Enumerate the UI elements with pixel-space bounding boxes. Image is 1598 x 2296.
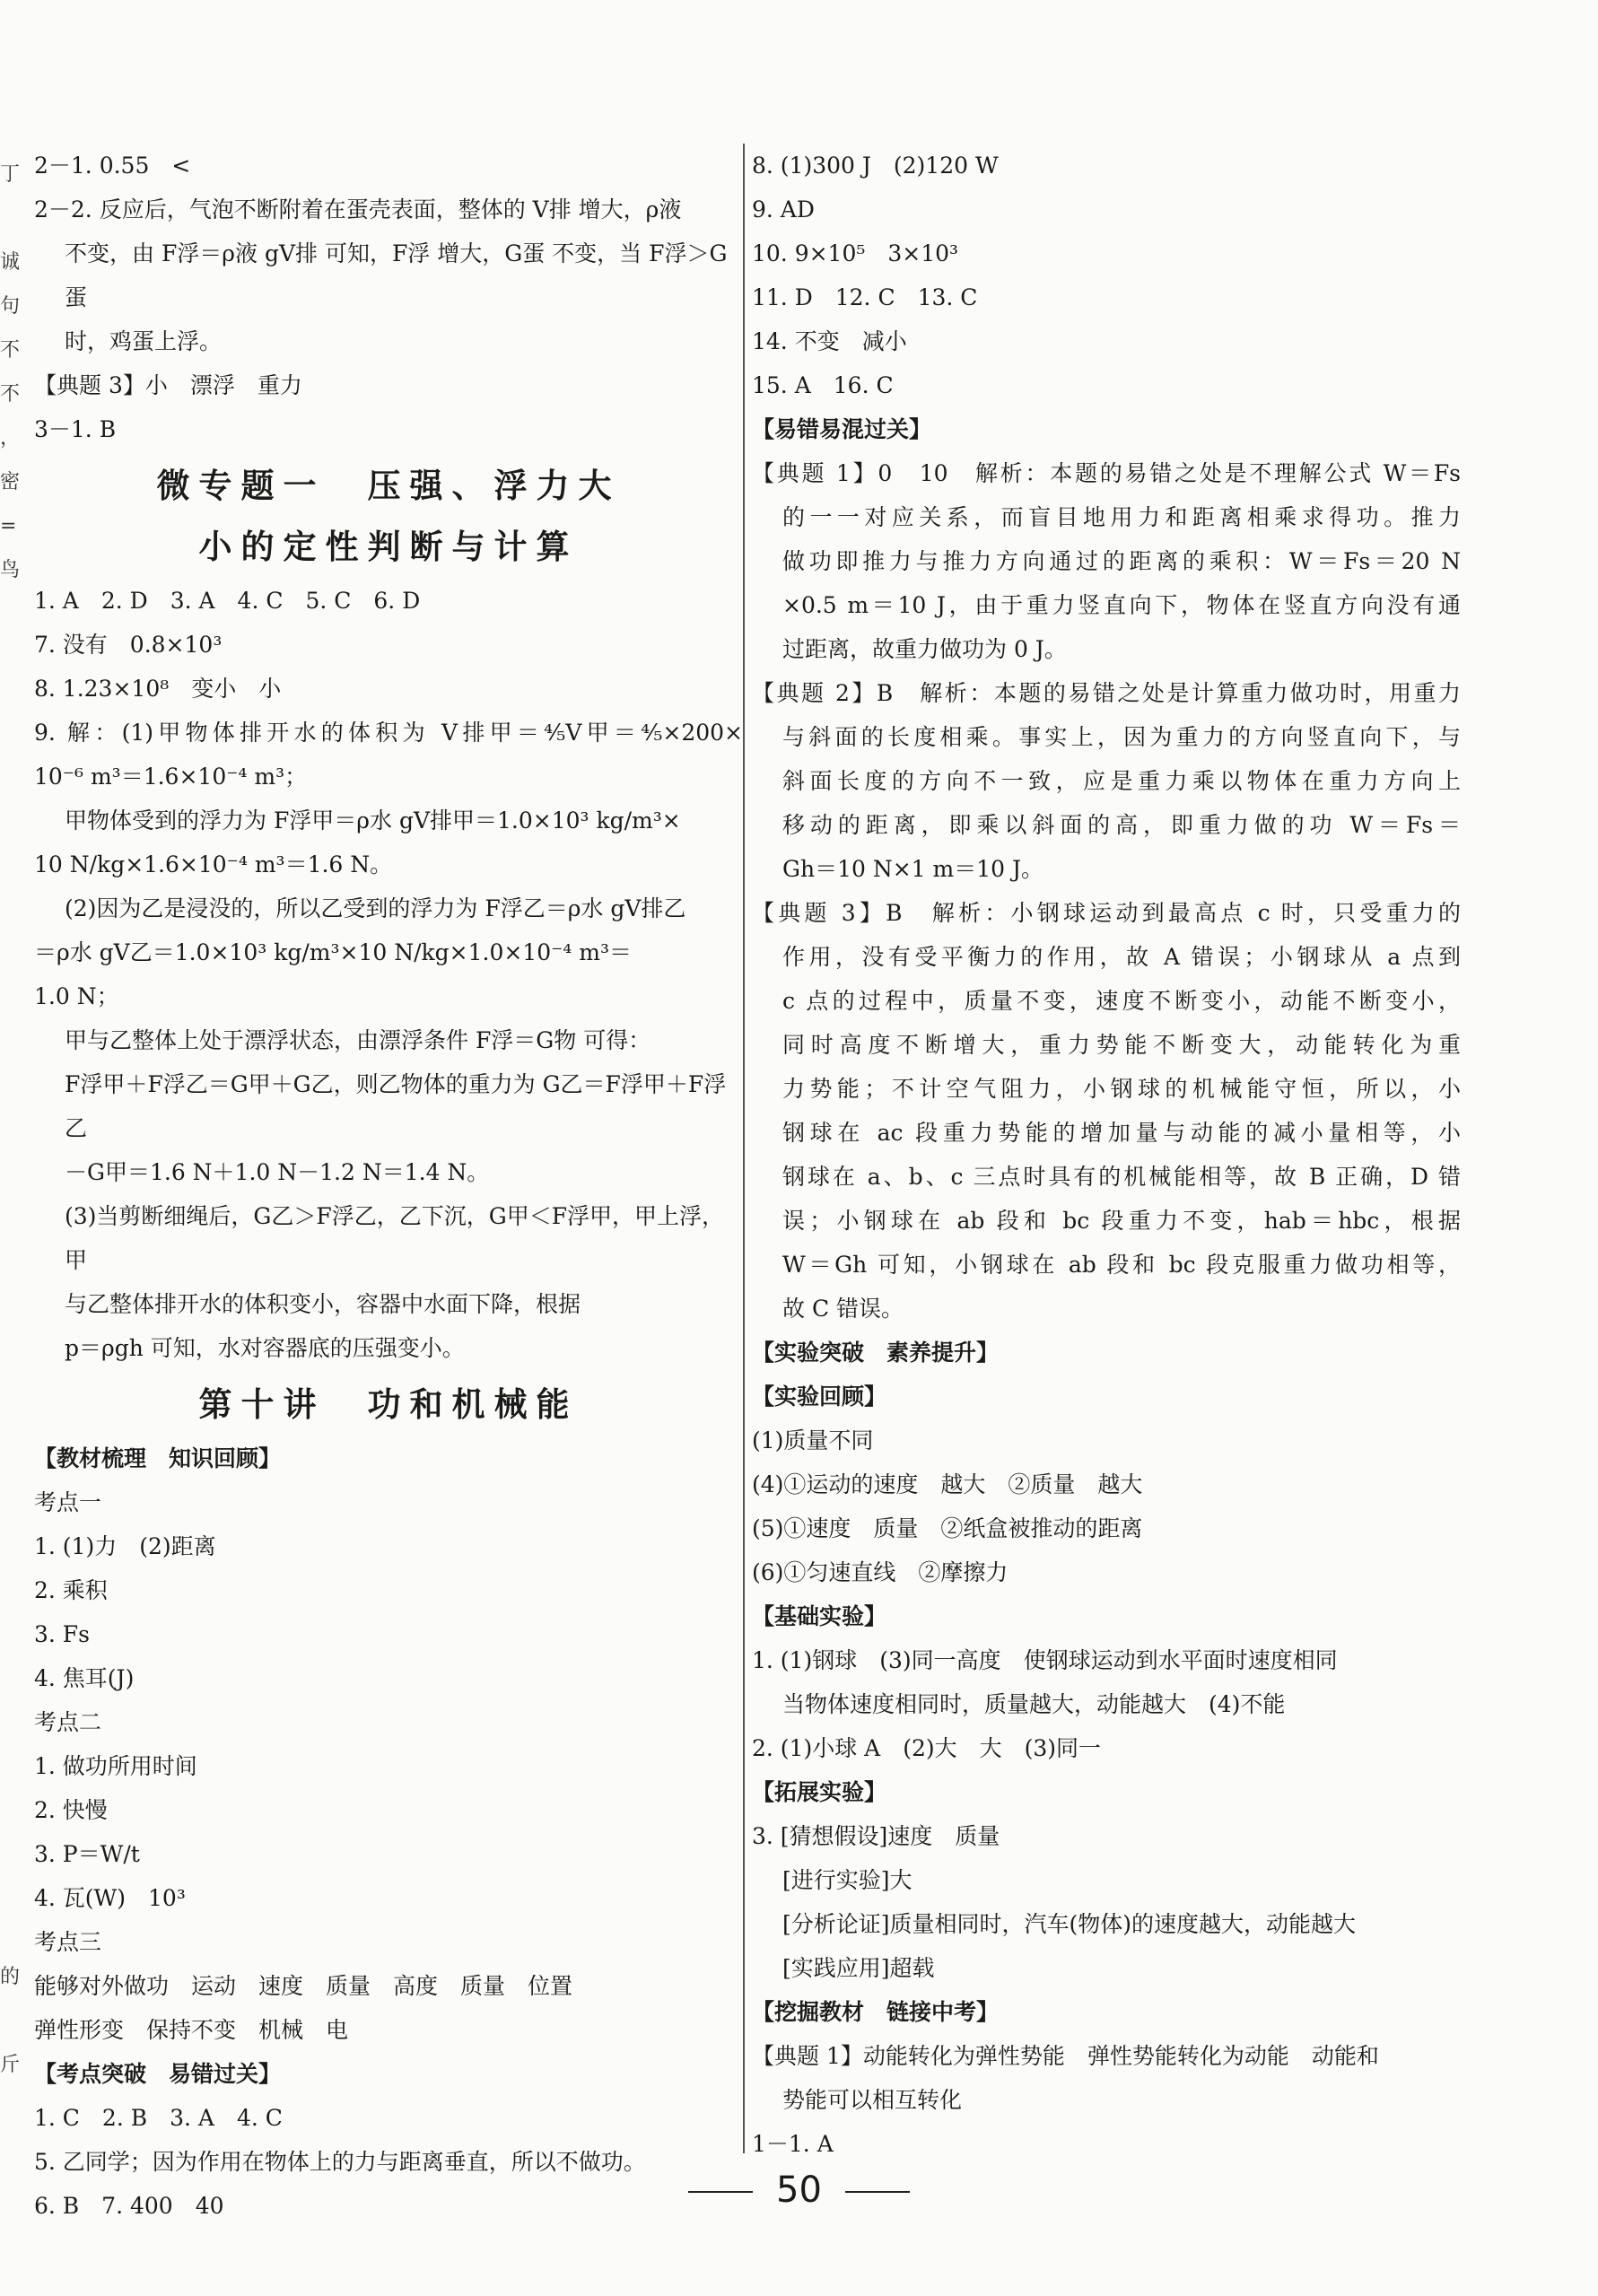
edge-char: 句: [0, 295, 21, 318]
edge-char: [0, 1296, 20, 1340]
left-line: 1. 做功所用时间: [34, 1753, 197, 1779]
right-line: [进行实验]大: [782, 1867, 913, 1893]
left-line: 4. 焦耳(J): [34, 1665, 135, 1691]
edge-char: [0, 1340, 20, 1384]
right-line: 3. [猜想假设]速度 质量: [752, 1823, 1000, 1849]
edge-char: 丁: [0, 163, 21, 186]
right-line: W＝Gh 可知，小钢球在 ab 段和 bc 段克服重力做功相等，: [782, 1252, 1461, 1278]
right-line: 【基础实验】: [752, 1603, 887, 1629]
left-line: 3－1. B: [34, 416, 117, 442]
left-line: (3)当剪断细绳后，G乙＞F浮乙，乙下沉，G甲＜F浮甲，甲上浮，甲: [65, 1203, 725, 1273]
left-column: [34, 144, 743, 2228]
right-line: 【典题 3】B 解析：小钢球运动到最高点 c 时，只受重力的: [752, 900, 1461, 926]
left-line: (2)因为乙是浸没的，所以乙受到的浮力为 F浮乙＝ρ水 gV排乙: [65, 895, 686, 921]
left-line: 2－2. 反应后，气泡不断附着在蛋壳表面，整体的 V排 增大，ρ液: [34, 196, 682, 223]
right-line: 与斜面的长度相乘。事实上，因为重力的方向竖直向下，与: [782, 724, 1461, 750]
edge-char: 诚: [0, 251, 21, 274]
left-line: －G甲＝1.6 N＋1.0 N－1.2 N＝1.4 N。: [65, 1159, 490, 1185]
left-line: 7. 没有 0.8×10³: [34, 632, 223, 658]
edge-char: [0, 768, 20, 812]
edge-char: [0, 900, 20, 944]
right-line: [实践应用]超载: [782, 1955, 935, 1981]
left-line: 弹性形变 保持不变 机械 电: [34, 2017, 349, 2043]
edge-char: 不: [0, 339, 21, 362]
left-line: 3. Fs: [34, 1621, 90, 1647]
edge-char: [0, 1384, 20, 1427]
edge-char: [0, 1779, 20, 1823]
footer-rule-left: [688, 2191, 753, 2193]
edge-char: [0, 1515, 20, 1559]
right-line: 【典题 1】动能转化为弹性势能 弹性势能转化为动能 动能和: [752, 2043, 1379, 2069]
left-line: 【教材梳理 知识回顾】: [34, 1445, 282, 1471]
edge-char: [0, 1208, 20, 1252]
edge-char: [0, 988, 20, 1032]
edge-char: [0, 1823, 20, 1867]
edge-char: 不: [0, 383, 21, 406]
right-line: ×0.5 m＝10 J，由于重力竖直向下，物体在竖直方向没有通: [782, 592, 1461, 618]
right-line: 1－1. A: [752, 2131, 834, 2157]
edge-char: [0, 1252, 20, 1296]
edge-char: [0, 1647, 20, 1691]
edge-char: 鸟: [0, 559, 21, 581]
right-line: 【易错易混过关】: [752, 416, 932, 442]
right-line: 做功即推力与推力方向通过的距离的乘积：W＝Fs＝20 N: [782, 548, 1461, 574]
right-line: 故 C 错误。: [782, 1296, 904, 1322]
left-line: 不变，由 F浮＝ρ液 gV排 可知，F浮 增大，G蛋 不变，当 F浮＞G蛋: [65, 240, 728, 310]
page-footer: [0, 2169, 1598, 2211]
right-line: 【实验回顾】: [752, 1384, 887, 1410]
right-line: 过距离，故重力做功为 0 J。: [782, 636, 1067, 662]
left-line: 考点二: [34, 1709, 102, 1735]
right-line: 8. (1)300 J (2)120 W: [752, 153, 999, 179]
left-line: 【典题 3】小 漂浮 重力: [34, 372, 302, 398]
right-line: (5)①速度 质量 ②纸盒被推动的距离: [752, 1515, 1143, 1541]
right-line: 力势能；不计空气阻力，小钢球的机械能守恒，所以，小: [782, 1076, 1461, 1102]
right-line: 【拓展实验】: [752, 1779, 887, 1805]
right-line: (4)①运动的速度 越大 ②质量 越大: [752, 1471, 1143, 1497]
left-line: 第十讲 功和机械能: [198, 1384, 579, 1424]
edge-char: [0, 1911, 20, 1955]
right-line: 误；小钢球在 ab 段和 bc 段重力不变，hab＝hbc，根据: [782, 1208, 1461, 1234]
right-line: 1. (1)钢球 (3)同一高度 使钢球运动到水平面时速度相同: [752, 1647, 1338, 1673]
left-line: 4. 瓦(W) 10³: [34, 1885, 186, 1911]
column-divider: [743, 144, 745, 2153]
right-line: 斜面长度的方向不一致，应是重力乘以物体在重力方向上: [782, 768, 1461, 794]
edge-char: [0, 196, 20, 240]
edge-char: [0, 1120, 20, 1164]
edge-char: [0, 1164, 20, 1208]
right-line: 势能可以相互转化: [782, 2087, 963, 2113]
left-line: 1. C 2. B 3. A 4. C: [34, 2105, 283, 2131]
right-line: 当物体速度相同时，质量越大，动能越大 (4)不能: [782, 1691, 1286, 1717]
right-line: (1)质量不同: [752, 1427, 874, 1454]
edge-char: [0, 724, 20, 768]
right-line: 【实验突破 素养提升】: [752, 1340, 1000, 1366]
edge-char: [0, 944, 20, 988]
right-line: 15. A 16. C: [752, 372, 894, 398]
page-number: 50: [776, 2169, 822, 2211]
left-line: 考点三: [34, 1929, 102, 1955]
right-line: 【典题 2】B 解析：本题的易错之处是计算重力做功时，用重力: [752, 680, 1461, 706]
left-line: 微专题一 压强、浮力大: [156, 466, 621, 505]
right-line: 【挖掘教材 链接中考】: [752, 1999, 1000, 2025]
left-line: 8. 1.23×10⁸ 变小 小: [34, 676, 282, 702]
right-line: 10. 9×10⁵ 3×10³: [752, 240, 959, 266]
left-line: 3. P＝W/t: [34, 1841, 140, 1867]
right-line: 11. D 12. C 13. C: [752, 284, 978, 310]
edge-char: [0, 1076, 20, 1120]
right-line: 同时高度不断增大，重力势能不断变大，动能转化为重: [782, 1032, 1461, 1058]
right-line: Gh＝10 N×1 m＝10 J。: [782, 856, 1044, 882]
left-line: 10 N/kg×1.6×10⁻⁴ m³＝1.6 N。: [34, 851, 393, 877]
edge-char: [0, 636, 20, 680]
left-line: 1. (1)力 (2)距离: [34, 1533, 216, 1559]
left-line: 6. B 7. 400 40: [34, 2193, 224, 2219]
left-line: F浮甲＋F浮乙＝G甲＋G乙，则乙物体的重力为 G乙＝F浮甲＋F浮乙: [65, 1071, 727, 1141]
right-line: 【典题 1】0 10 解析：本题的易错之处是不理解公式 W＝Fs: [752, 460, 1461, 486]
left-line: 9. 解：(1)甲物体排开水的体积为 V排甲＝⁴⁄₅V甲＝⁴⁄₅×200×: [34, 720, 743, 746]
edge-char: [0, 680, 20, 724]
right-line: c 点的过程中，质量不变，速度不断变小，动能不断变小，: [782, 988, 1461, 1014]
edge-char: [0, 1999, 20, 2043]
edge-char: =: [0, 515, 17, 537]
left-line: 2. 乘积: [34, 1577, 108, 1603]
left-line: 考点一: [34, 1489, 102, 1515]
edge-char: [0, 1471, 20, 1515]
right-line: 移动的距离，即乘以斜面的高，即重力做的功 W＝Fs＝: [782, 812, 1461, 838]
right-line: 9. AD: [752, 196, 815, 223]
left-line: 【考点突破 易错过关】: [34, 2061, 282, 2087]
left-edge-cropped-text: [0, 153, 20, 2087]
right-line: 钢球在 ac 段重力势能的增加量与动能的减小量相等，小: [782, 1120, 1461, 1146]
right-line: (6)①匀速直线 ②摩擦力: [752, 1559, 1009, 1585]
left-line: 时，鸡蛋上浮。: [65, 328, 223, 354]
right-column: [752, 144, 1461, 2166]
edge-char: [0, 1427, 20, 1471]
left-line: 5. 乙同学；因为作用在物体上的力与距离垂直，所以不做功。: [34, 2149, 646, 2175]
edge-char: ，: [0, 427, 21, 450]
right-line: [分析论证]质量相同时，汽车(物体)的速度越大，动能越大: [782, 1911, 1357, 1937]
right-line: 2. (1)小球 A (2)大 大 (3)同一: [752, 1735, 1102, 1761]
edge-char: [0, 1032, 20, 1076]
left-line: 甲物体受到的浮力为 F浮甲＝ρ水 gV排甲＝1.0×10³ kg/m³×: [65, 808, 681, 834]
left-line: 1. A 2. D 3. A 4. C 5. C 6. D: [34, 588, 421, 614]
edge-char: [0, 812, 20, 856]
edge-char: [0, 1603, 20, 1647]
left-line: p＝ρgh 可知，水对容器底的压强变小。: [65, 1335, 465, 1361]
right-line: 14. 不变 减小: [752, 328, 907, 354]
left-line: 2. 快慢: [34, 1797, 108, 1823]
edge-char: 斤: [0, 2054, 21, 2076]
left-line: 10⁻⁶ m³＝1.6×10⁻⁴ m³；: [34, 764, 308, 790]
edge-char: [0, 1559, 20, 1603]
left-line: 1.0 N；: [34, 983, 119, 1009]
edge-char: [0, 1867, 20, 1911]
left-line: 能够对外做功 运动 速度 质量 高度 质量 位置: [34, 1973, 573, 1999]
left-line: 2－1. 0.55 <: [34, 153, 191, 179]
edge-char: 的: [0, 1966, 21, 1988]
left-line: 与乙整体排开水的体积变小，容器中水面下降，根据: [65, 1291, 581, 1317]
left-line: 甲与乙整体上处于漂浮状态，由漂浮条件 F浮＝G物 可得：: [65, 1027, 651, 1053]
footer-rule-right: [845, 2191, 910, 2193]
right-line: 的一一对应关系，而盲目地用力和距离相乘求得功。推力: [782, 504, 1461, 530]
edge-char: [0, 856, 20, 900]
right-line: 钢球在 a、b、c 三点时具有的机械能相等，故 B 正确，D 错: [782, 1164, 1461, 1190]
edge-char: 密: [0, 471, 21, 493]
left-line: ＝ρ水 gV乙＝1.0×10³ kg/m³×10 N/kg×1.0×10⁻⁴ m³＝: [34, 939, 633, 965]
left-line: 小的定性判断与计算: [198, 527, 579, 566]
edge-char: [0, 1735, 20, 1779]
edge-char: [0, 592, 20, 636]
right-line: 作用，没有受平衡力的作用，故 A 错误；小钢球从 a 点到: [782, 944, 1461, 970]
edge-char: [0, 1691, 20, 1735]
